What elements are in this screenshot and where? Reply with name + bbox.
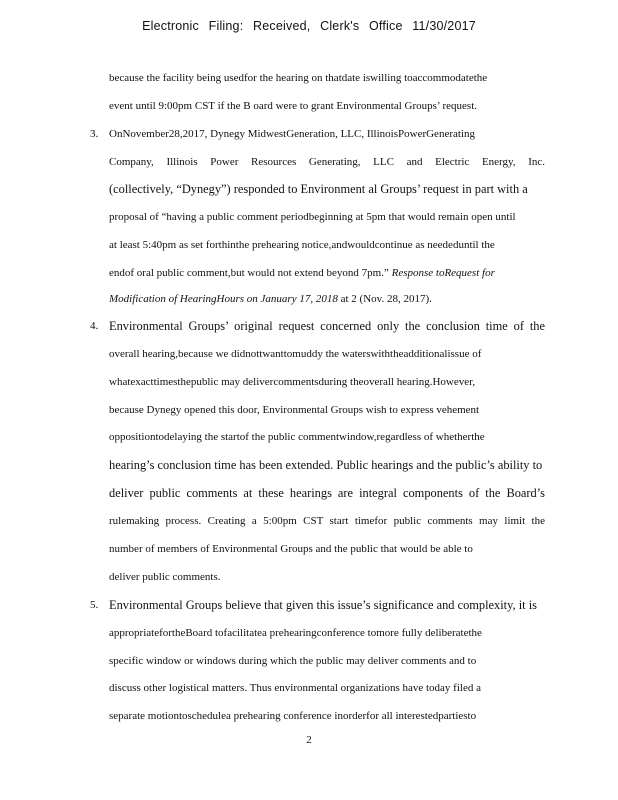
text-line: oppositiontodelaying the startof the public commentwindow,regardless of whetherthe xyxy=(109,431,485,443)
paragraph-number: 4. xyxy=(90,320,99,332)
text-line: rulemaking process. Creating a 5:00pm CST start timefor public comments may limit the xyxy=(109,515,545,527)
case-citation: Modification of HearingHours on January 17, 2018 xyxy=(109,293,338,305)
text-line: overall hearing,because we didnottwanttomuddy the waterswiththeadditionalissue of xyxy=(109,348,482,360)
text-line: Environmental Groups believe that given this issue’s significance and complexity, it is xyxy=(109,598,537,612)
text-line: endof oral public comment,but would not extend beyond 7pm.” Response toRequest for xyxy=(109,267,495,279)
text-line: Modification of HearingHours on January 17, 2018 at 2 (Nov. 28, 2017). xyxy=(109,293,432,305)
text-line: number of members of Environmental Groups and the public that would be able to xyxy=(109,543,473,555)
paragraph-number: 5. xyxy=(90,599,99,611)
text-line: because the facility being usedfor the hearing on thatdate iswilling toaccommodatethe xyxy=(109,72,488,84)
case-citation: Response toRequest for xyxy=(391,267,495,279)
text-line: deliver public comments. xyxy=(109,571,221,583)
text-line: because Dynegy opened this door, Environmental Groups wish to express vehement xyxy=(109,404,480,416)
text-line: discuss other logistical matters. Thus environmental organizations have today filed a xyxy=(109,682,481,694)
text-line: deliver public comments at these hearings are integral components of the Board’s xyxy=(109,486,545,500)
text-line: specific window or windows during which the public may deliver comments and to xyxy=(109,655,477,667)
text-line: at least 5:40pm as set forthinthe prehearing notice,andwouldcontinue as neededuntil the xyxy=(109,239,495,251)
efiling-header: Electronic Filing: Received, Clerk's Office 11/30/2017 xyxy=(142,19,476,33)
text-line: appropriatefortheBoard tofacilitatea prehearingconference tomore fully deliberatethe xyxy=(109,627,482,639)
text-line: Environmental Groups’ original request concerned only the conclusion time of the xyxy=(109,319,545,333)
text-line: separate motiontoschedulea prehearing conference inorderfor all interestedpartiesto xyxy=(109,710,477,722)
text-line: whatexacttimesthepublic may delivercommentsduring theoverall hearing.However, xyxy=(109,376,476,388)
paragraph-number: 3. xyxy=(90,128,99,140)
text-line: Company, Illinois Power Resources Generating, LLC and Electric Energy, Inc. xyxy=(109,156,545,168)
text-line: event until 9:00pm CST if the B oard were to grant Environmental Groups’ request. xyxy=(109,100,478,112)
text-line: hearing’s conclusion time has been extended. Public hearings and the public’s ability to xyxy=(109,458,543,472)
text-line: OnNovember28,2017, Dynegy MidwestGeneration, LLC, IllinoisPowerGenerating xyxy=(109,128,475,140)
text-line: (collectively, “Dynegy”) responded to Environment al Groups’ request in part with a xyxy=(109,182,528,196)
text-line: proposal of “having a public comment periodbeginning at 5pm that would remain open until xyxy=(109,211,516,223)
page-number: 2 xyxy=(306,734,312,746)
